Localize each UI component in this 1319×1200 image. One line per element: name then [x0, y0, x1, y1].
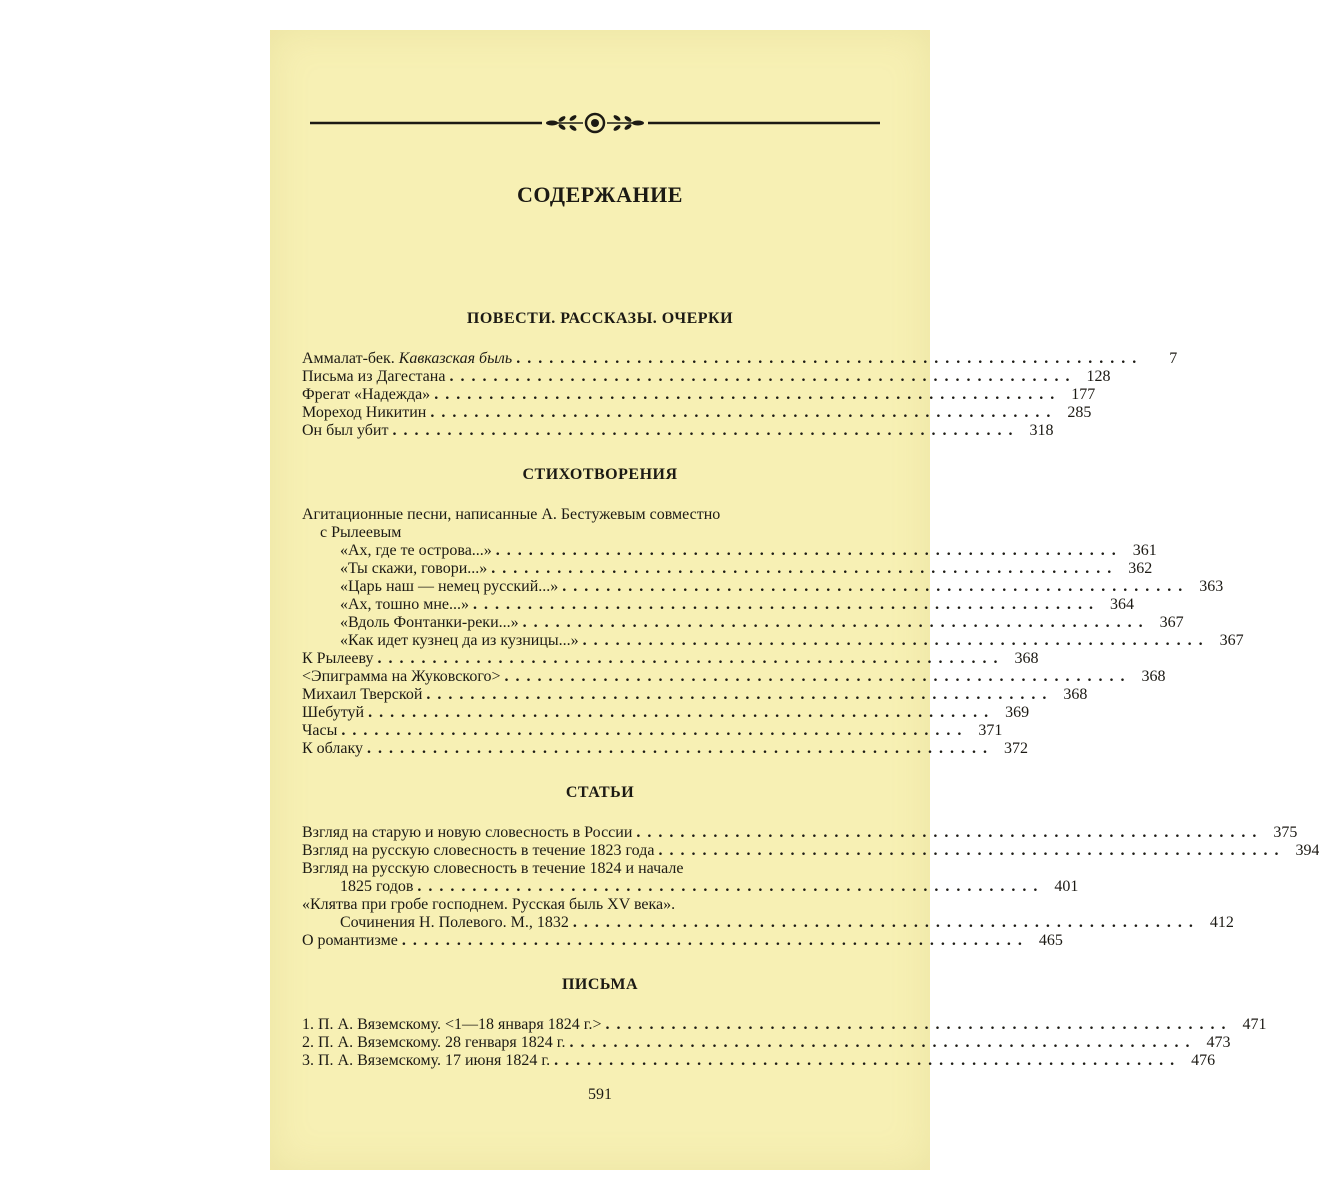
toc-entry[interactable]: [302, 722, 1003, 740]
leader-dots: .........................................................: [495, 542, 1123, 559]
entry-page: 362: [1128, 560, 1153, 577]
leader-dots: .........................................................: [341, 722, 969, 739]
entry-page: 367: [1219, 632, 1244, 649]
leader-dots: .........................................................: [473, 596, 1101, 613]
toc-entry[interactable]: [302, 368, 1111, 386]
toc-entry[interactable]: [340, 596, 1135, 614]
leader-dots: .........................................................: [658, 842, 1286, 859]
entry-title: Взгляд на русскую словесность в течение 1823 года: [302, 842, 655, 859]
toc-entry[interactable]: [302, 650, 1039, 668]
entry-page: 473: [1206, 1034, 1231, 1051]
entry-title: «Ты скажи, говори...»: [340, 560, 488, 577]
section-heading: ПИСЬМА: [561, 976, 639, 993]
entry-title: Мореход Никитин: [302, 404, 427, 421]
leader-dots: .........................................................: [430, 404, 1058, 421]
entry-title: 1825 годов: [340, 878, 414, 895]
leader-dots: .........................................................: [569, 1034, 1197, 1051]
entry-title: Письма из Дагестана: [302, 368, 446, 385]
toc-entry[interactable]: [302, 1016, 1267, 1034]
entry-page: 177: [1071, 386, 1096, 403]
page-number: 591: [588, 1086, 612, 1103]
entry-title: Михаил Тверской: [302, 686, 423, 703]
leader-dots: .........................................................: [392, 422, 1020, 439]
leader-dots: .........................................................: [504, 668, 1132, 685]
entry-title: Аммалат-бек. Кавказская быль: [302, 350, 513, 367]
entry-title: <Эпиграмма на Жуковского>: [302, 668, 501, 685]
leader-dots: .........................................................: [491, 560, 1119, 577]
entry-page: 364: [1110, 596, 1135, 613]
entry-page: 318: [1029, 422, 1054, 439]
leader-dots: .........................................................: [449, 368, 1077, 385]
book-page: [270, 30, 1319, 1170]
entry-title: «Ах, где те острова...»: [340, 542, 492, 559]
entry-title: Фрегат «Надежда»: [302, 386, 431, 403]
entry-page: 375: [1273, 824, 1298, 841]
entry-title: «Царь наш — немец русский...»: [340, 578, 559, 595]
entry-title: Он был убит: [302, 422, 389, 439]
entry-page: 371: [978, 722, 1003, 739]
section-heading: СТАТЬИ: [565, 784, 635, 801]
leader-dots: .........................................................: [426, 686, 1054, 703]
toc-entry[interactable]: [302, 422, 1054, 440]
leader-dots: .........................................................: [522, 614, 1150, 631]
entry-page: 401: [1054, 878, 1079, 895]
toc-entry[interactable]: [340, 614, 1184, 632]
entry-title: «Ах, тошно мне...»: [340, 596, 470, 613]
entry-page: 368: [1063, 686, 1088, 703]
entry-title: Сочинения Н. Полевого. М., 1832: [340, 914, 569, 931]
entry-intro-line: Агитационные песни, написанные А. Бестужевым совместно: [302, 506, 721, 523]
toc-entry[interactable]: [302, 668, 1166, 686]
entry-page: 7: [1169, 350, 1178, 367]
toc-entry[interactable]: [340, 878, 1079, 896]
toc-entry[interactable]: [302, 824, 1298, 842]
entry-page: 368: [1141, 668, 1166, 685]
entry-page: 368: [1014, 650, 1039, 667]
entry-page: 476: [1191, 1052, 1216, 1069]
entry-title: 3. П. А. Вяземскому. 17 июня 1824 г.: [302, 1052, 551, 1069]
toc-entry[interactable]: [302, 686, 1088, 704]
entry-title: «Вдоль Фонтанки-реки...»: [340, 614, 519, 631]
leader-dots: .........................................................: [434, 386, 1062, 403]
toc-entry[interactable]: [302, 1052, 1216, 1070]
toc-entry[interactable]: [302, 386, 1096, 404]
entry-page: 285: [1067, 404, 1092, 421]
entry-title: 2. П. А. Вяземскому. 28 генваря 1824 г.: [302, 1034, 566, 1051]
toc-entry[interactable]: [302, 842, 1319, 860]
entry-title: Взгляд на старую и новую словесность в России: [302, 824, 633, 841]
leader-dots: .........................................................: [562, 578, 1190, 595]
entry-page: 372: [1004, 740, 1029, 757]
toc-entry[interactable]: [302, 350, 1178, 368]
toc-entry[interactable]: [302, 932, 1063, 950]
entry-page: 363: [1199, 578, 1224, 595]
leader-dots: .........................................................: [516, 350, 1144, 367]
leader-dots: .........................................................: [401, 932, 1029, 949]
entry-page: 361: [1132, 542, 1157, 559]
entry-page: 369: [1005, 704, 1030, 721]
toc-entry[interactable]: [302, 1034, 1231, 1052]
entry-title: 1. П. А. Вяземскому. <1—18 января 1824 г.>: [302, 1016, 602, 1033]
leader-dots: .........................................................: [572, 914, 1200, 931]
section-heading: ПОВЕСТИ. РАССКАЗЫ. ОЧЕРКИ: [466, 310, 734, 327]
entry-first-line: Взгляд на русскую словесность в течение 1824 и начале: [302, 860, 684, 877]
entry-title: К Рылееву: [302, 650, 374, 667]
entry-page: 471: [1242, 1016, 1267, 1033]
entry-page: 367: [1159, 614, 1184, 631]
section-heading: СТИХОТВОРЕНИЯ: [522, 466, 678, 483]
toc-entry[interactable]: [302, 704, 1030, 722]
toc-entry[interactable]: [340, 632, 1244, 650]
entry-page: 465: [1038, 932, 1063, 949]
toc-entry[interactable]: [340, 560, 1153, 578]
ornament-divider: [310, 112, 880, 134]
toc-entry[interactable]: [302, 404, 1092, 422]
entry-title: «Как идет кузнец да из кузницы...»: [340, 632, 579, 649]
toc-entry[interactable]: [340, 542, 1157, 560]
entry-title: О романтизме: [302, 932, 398, 949]
leader-dots: .........................................................: [582, 632, 1210, 649]
toc-entry[interactable]: [340, 578, 1224, 596]
leader-dots: .........................................................: [554, 1052, 1182, 1069]
leader-dots: .........................................................: [377, 650, 1005, 667]
leader-dots: .........................................................: [367, 740, 995, 757]
leader-dots: .........................................................: [417, 878, 1045, 895]
leader-dots: .........................................................: [368, 704, 996, 721]
entry-page: 394: [1295, 842, 1319, 859]
entry-page: 128: [1086, 368, 1111, 385]
entry-first-line: «Клятва при гробе господнем. Русская быль XV века».: [302, 896, 676, 913]
entry-title: Шебутуй: [302, 704, 365, 721]
toc-entry[interactable]: [302, 740, 1029, 758]
leader-dots: .........................................................: [636, 824, 1264, 841]
leader-dots: .........................................................: [605, 1016, 1233, 1033]
contents-title: СОДЕРЖАНИЕ: [517, 182, 683, 207]
entry-intro-line: с Рылеевым: [320, 524, 402, 541]
toc-entry[interactable]: [340, 914, 1234, 932]
entry-title: Часы: [302, 722, 338, 739]
entry-page: 412: [1209, 914, 1234, 931]
entry-title: К облаку: [302, 740, 364, 757]
